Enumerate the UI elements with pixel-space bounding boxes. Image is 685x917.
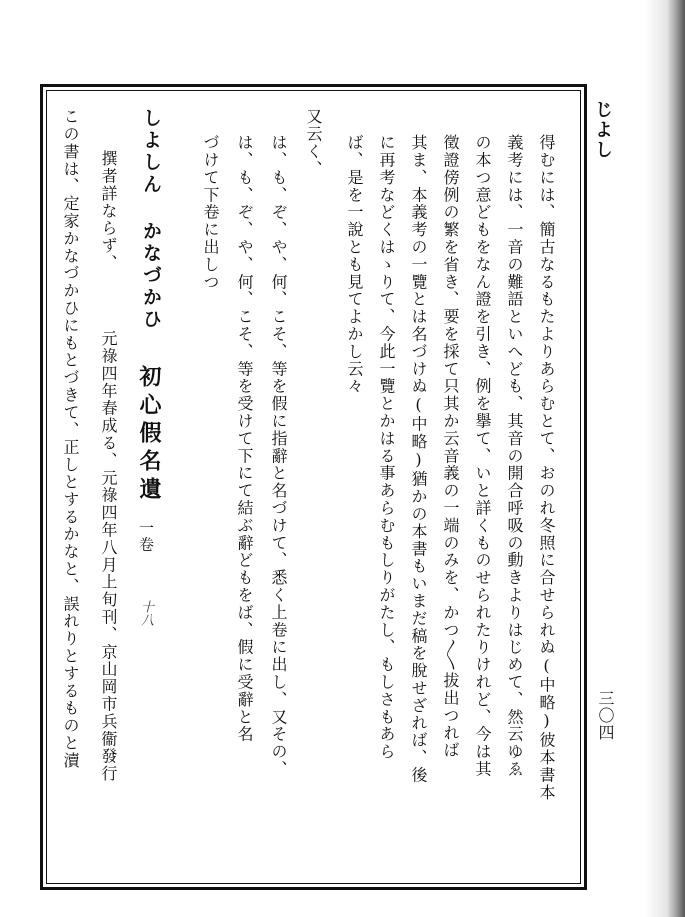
entry-volumes: 一卷 [137,520,155,553]
body-column-4: 徵證傍例の繁を省き、要を採て只其か云音義の一端のみを、かつ〳〵拔出つれば [441,134,460,759]
entry-description-line: この書は、定家かなづかひにもとづきて、正しとするかなと、誤れりとするものと瀆 [61,108,80,770]
body-column-8: 又云く、 [304,108,323,178]
body-column-1: 得むには、簡古なるもたよりあらむとて、おのれ冬照に合せられぬ(中略)彼本書本 [537,134,556,802]
body-column-11: づけて下卷に出しつ [201,134,220,291]
entry-reading: しよしん かなづかひ [140,108,162,331]
body-column-9: は、も、ぞ、や、何、こそ、等を假に指辭と名づけて、悉く上卷に出し、又その、 [269,134,288,778]
body-column-10: は、も、ぞ、や、何、こそ、等を受けて下にて結ぶ辭どもをば、假に受辭と名 [235,134,254,743]
entry-author-line: 撰者詳ならず、 [99,150,118,272]
entry-publication-line: 元祿四年春成る、元祿四年八月上旬刊、京山岡市兵衞發行 [99,330,118,783]
body-column-2: 義考には、一音の難語といへども、其音の開合呼吸の動きよりはじめて、然云ゆゑ [505,134,524,778]
body-column-6: に再考などくはゝりて、今此一覽とかはる事あらむもしりがたし、もしさもあら [377,134,396,761]
body-column-5: 其ま、本義考の一覽とは名づけぬ(中略)猶かの本書もいまだ稿を脫せざれば、後 [409,134,428,784]
entry-title: 初心假名遺 [136,365,162,505]
body-column-3: の本つ意どもをなん證を引き、例を擧て、いと詳くものせられたりけれど、今は其 [473,134,492,778]
page-edge-shadow [645,0,685,917]
page-number: 三〇四 [596,690,615,741]
body-column-7: ば、是を一說とも見てよかし云々 [345,134,364,395]
handwritten-mark: 十八 [138,600,153,626]
running-title: じよし [592,100,613,160]
